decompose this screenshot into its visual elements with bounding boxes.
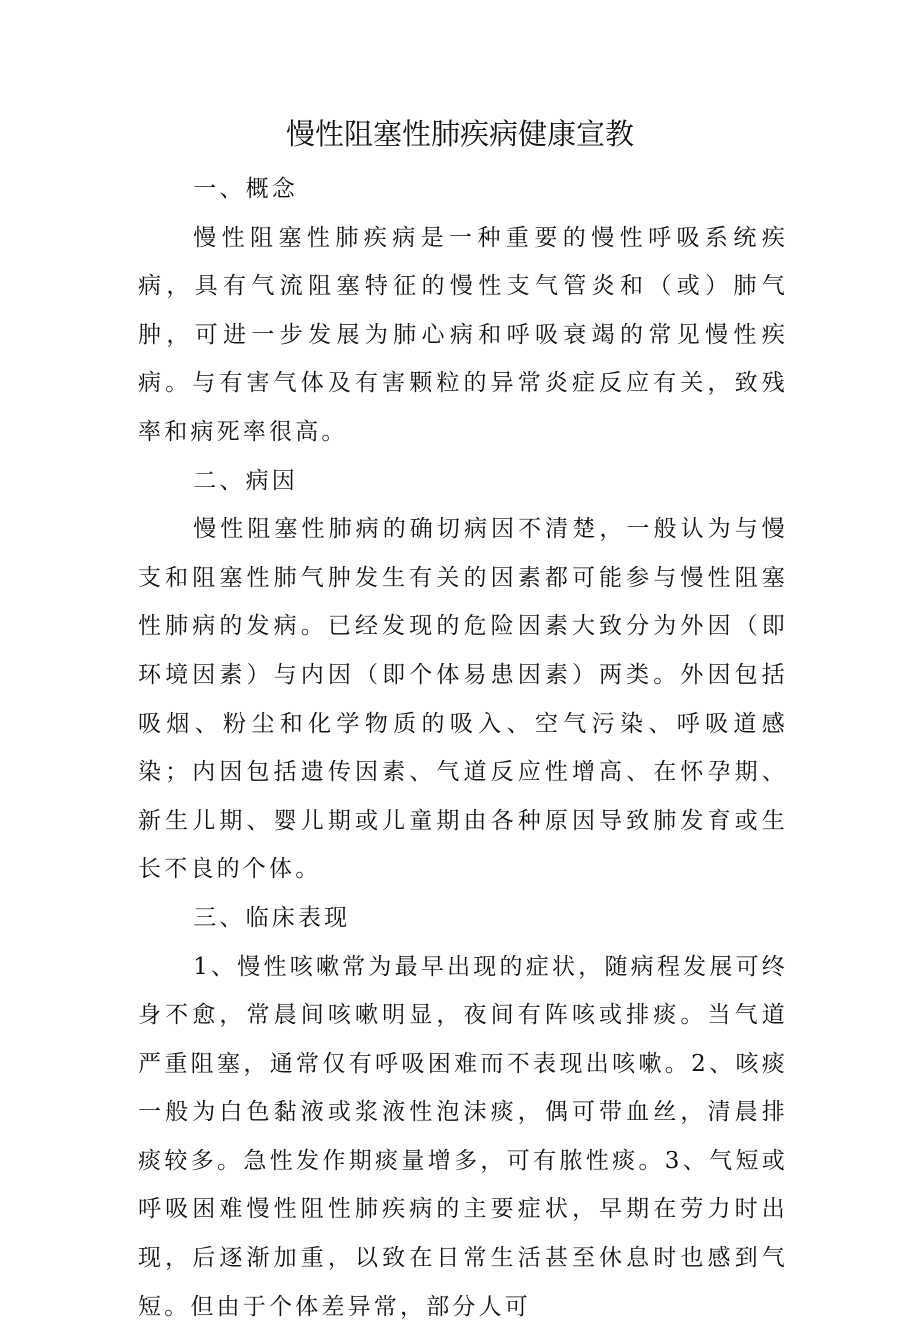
section-heading-concept: 一、概念	[138, 165, 788, 214]
section-heading-cause: 二、病因	[138, 457, 788, 506]
section-heading-symptoms: 三、临床表现	[138, 894, 788, 943]
document-title: 慢性阻塞性肺疾病健康宣教	[0, 112, 920, 156]
section-paragraph-cause: 慢性阻塞性肺病的确切病因不清楚，一般认为与慢支和阻塞性肺气肿发生有关的因素都可能参与慢性阻塞性肺病的发病。已经发现的危险因素大致分为外因（即环境因素）与内因（即个体易患因素）两类。外因包括吸烟、粉尘和化学物质的吸入、空气污染、呼吸道感染；内因包括遗传因素、气道反应性增高、在怀孕期、新生儿期、婴儿期或儿童期由各种原因导致肺发育或生长不良的个体。	[138, 505, 788, 894]
section-paragraph-symptoms: 1、慢性咳嗽常为最早出现的症状，随病程发展可终身不愈，常晨间咳嗽明显，夜间有阵咳或排痰。当气道严重阻塞，通常仅有呼吸困难而不表现出咳嗽。2、咳痰一般为白色黏液或浆液性泡沫痰，偶可带血丝，清晨排痰较多。急性发作期痰量增多，可有脓性痰。3、气短或呼吸困难慢性阻性肺疾病的主要症状，早期在劳力时出现，后逐渐加重，以致在日常生活甚至休息时也感到气短。但由于个体差异常，部分人可	[138, 943, 788, 1331]
document-body	[138, 165, 788, 1331]
section-paragraph-concept: 慢性阻塞性肺疾病是一种重要的慢性呼吸系统疾病，具有气流阻塞特征的慢性支气管炎和（或）肺气肿，可进一步发展为肺心病和呼吸衰竭的常见慢性疾病。与有害气体及有害颗粒的异常炎症反应有关，致残率和病死率很高。	[138, 214, 788, 457]
